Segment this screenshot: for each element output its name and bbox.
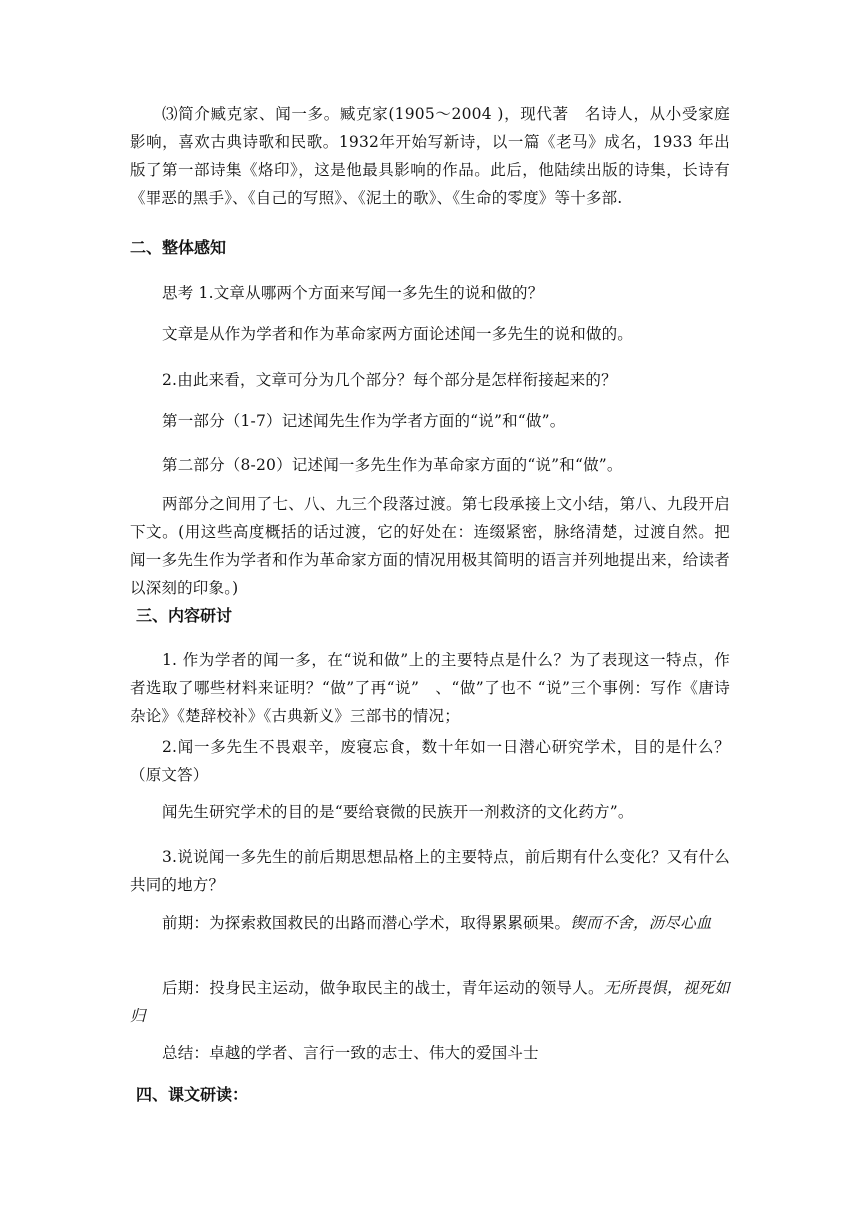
answer-2-transition: 两部分之间用了七、八、九三个段落过渡。第七段承接上文小结，第八、九段开启下文。(用这些高度概括的话过渡，它的好处在：连缀紧密，脉络清楚，过渡自然。把闻一多先生作为学者和作为革命家方面的情况用极其简明的语言并列地提出来，给读者以深刻的印象。)	[130, 495, 730, 597]
early-period-answer	[130, 909, 730, 937]
content-question-1: 1. 作为学者的闻一多，在“说和做”上的主要特点是什么？为了表现这一特点，作者选取了哪些材料来证明？“做”了再“说” 、“做”了也不 “说”三个事例：写作《唐诗杂论》《楚辞校补》《古典新义》三部书的情况；	[130, 651, 730, 725]
summary-line: 总结：卓越的学者、言行一致的志士、伟大的爱国斗士	[162, 1044, 539, 1062]
answer-2-part-1: 第一部分（1-7）记述闻先生作为学者方面的“说”和“做”。	[162, 412, 566, 430]
question-2: 2.由此来看，文章可分为几个部分？每个部分是怎样衔接起来的？	[162, 371, 617, 389]
section-heading-reading: 四、课文研读：	[136, 1085, 249, 1104]
content-question-2: 2.闻一多先生不畏艰辛，废寝忘食，数十年如一日潜心研究学术，目的是什么？（原文答）	[130, 738, 730, 784]
answer-1: 文章是从作为学者和作为革命家两方面论述闻一多先生的说和做的。	[162, 325, 634, 343]
section-heading-content: 三、内容研讨	[136, 606, 233, 625]
late-period-text: 后期：投身民主运动，做争取民主的战士，青年运动的领导人。	[162, 979, 604, 997]
intro-paragraph: ⑶简介臧克家、闻一多。臧克家(1905～2004 )，现代著 名诗人，从小受家庭影响，喜欢古典诗歌和民歌。1932年开始写新诗，以一篇《老马》成名，1933 年出版了第一部诗集《烙印》，这是他最具影响的作品。此后，他陆续出版的诗集，长诗有《罪恶的黑手》、《自己的写照》、《泥土的歌》、《生命的零度》等十多部.	[130, 105, 730, 207]
answer-2-part-2: 第二部分（8-20）记述闻一多先生作为革命家方面的“说”和“做”。	[162, 456, 623, 474]
question-1: 思考 1.文章从哪两个方面来写闻一多先生的说和做的？	[162, 284, 544, 302]
late-period-italic: 无所畏惧，视死如归	[130, 979, 730, 1025]
section-heading-overview: 二、整体感知	[130, 238, 227, 257]
late-period-answer	[130, 974, 730, 1030]
content-answer-2: 闻先生研究学术的目的是“要给衰微的民族开一剂救济的文化药方”。	[162, 803, 634, 821]
early-period-text: 前期：为探索救国救民的出路而潜心学术，取得累累硕果。	[162, 914, 571, 932]
content-question-3: 3.说说闻一多先生的前后期思想品格上的主要特点，前后期有什么变化？又有什么共同的地方？	[130, 848, 730, 894]
early-period-italic: 锲而不舍，沥尽心血	[570, 914, 712, 932]
